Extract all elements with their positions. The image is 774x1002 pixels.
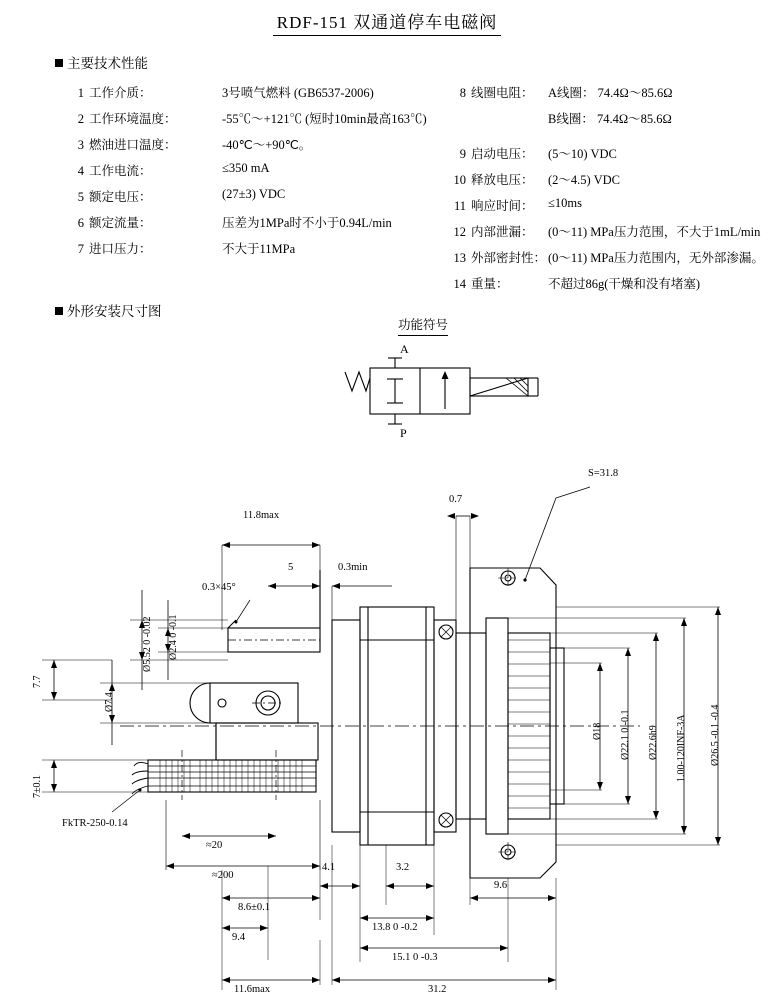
- dim-chamfer: 0.3×45°: [202, 582, 236, 593]
- dim-5: 5: [288, 562, 294, 573]
- dim-7-7: 7.7: [32, 675, 43, 688]
- spec-number: 13: [453, 251, 466, 265]
- spec-number: 5: [77, 190, 84, 204]
- spec-value-8b: B线圈： 74.4Ω～85.6Ω: [548, 112, 672, 126]
- spec-value-14: 不超过86g(干燥和没有堵塞): [548, 277, 701, 291]
- spec-value-2: -55℃～+121℃ (短时10min最高163℃): [222, 112, 427, 126]
- dim-9-6: 9.6: [494, 880, 508, 891]
- dim-0-3min: 0.3min: [338, 562, 368, 573]
- spec-label: 内部泄漏：: [471, 225, 534, 239]
- spec-value-12: (0～11) MPa压力范围，不大于1mL/min: [548, 225, 761, 239]
- dim-7-pm-0-1: 7±0.1: [32, 775, 43, 798]
- spec-number: 7: [77, 242, 84, 256]
- spec-value-7: 不大于11MPa: [222, 242, 296, 256]
- spec-number: 6: [77, 216, 84, 230]
- symbol-section-header: 功能符号: [398, 315, 448, 336]
- spec-value-9: (5～10) VDC: [548, 147, 617, 161]
- dim-dia-22-6h9: Ø22.6h9: [648, 725, 659, 760]
- spec-value-5: (27±3) VDC: [222, 187, 286, 201]
- dim-8-6: 8.6±0.1: [238, 902, 271, 913]
- dim-wire-spec: FkTR-250-0.14: [62, 818, 128, 829]
- spec-number: 11: [453, 199, 466, 213]
- spec-label: 启动电压：: [471, 147, 534, 161]
- dim-dia-18: Ø18: [592, 722, 603, 740]
- spec-number: 3: [77, 138, 84, 152]
- dim-13-8: 13.8 0 -0.2: [372, 922, 418, 933]
- spec-label: 外部密封性：: [471, 251, 547, 265]
- spec-label: 进口压力：: [89, 242, 152, 256]
- spec-number: 9: [459, 147, 466, 161]
- spec-value-10: (2～4.5) VDC: [548, 173, 620, 187]
- page-title-text: RDF-151 双通道停车电磁阀: [273, 8, 501, 36]
- dim-31-2: 31.2: [428, 984, 447, 995]
- dim-approx-20: ≈20: [206, 840, 223, 851]
- dim-dia-26-5: Ø26.5 -0.1 -0.4: [710, 704, 721, 766]
- spec-number: 2: [77, 112, 84, 126]
- spec-value-4: ≤350 mA: [222, 161, 270, 175]
- specs-header-text: 主要技术性能: [67, 56, 148, 71]
- spec-number: 4: [77, 164, 84, 178]
- spec-label: 工作介质：: [89, 86, 152, 100]
- spec-number: 10: [453, 173, 466, 187]
- dim-s-value: S=31.8: [588, 468, 619, 479]
- symbol-port-a-label: A: [400, 342, 409, 356]
- spec-label: 释放电压：: [471, 173, 534, 187]
- dim-approx-200: ≈200: [212, 870, 234, 881]
- spec-number: 8: [459, 86, 466, 100]
- symbol-port-p-label: P: [400, 426, 407, 440]
- dim-3-2: 3.2: [396, 862, 410, 873]
- dim-15-1: 15.1 0 -0.3: [392, 952, 438, 963]
- spec-value-6: 压差为1MPa时不小于0.94L/min: [222, 216, 392, 230]
- spec-label: 重量：: [471, 277, 509, 291]
- dim-11-6max: 11.6max: [234, 984, 271, 995]
- dim-9-4: 9.4: [232, 932, 246, 943]
- dim-dia-7-4: Ø7.4: [104, 692, 115, 712]
- spec-label: 额定流量：: [89, 216, 152, 230]
- spec-value-11: ≤10ms: [548, 196, 582, 210]
- spec-label: 线圈电阻：: [471, 86, 534, 100]
- spec-label: 响应时间：: [471, 199, 534, 213]
- dim-dia-22-1: Ø22.1 0 -0.1: [620, 709, 631, 760]
- dim-dia-5-52: Ø5.52 0 -0.02: [142, 616, 153, 672]
- dim-dia-2-4: Ø2.4 0 -0.1: [168, 614, 179, 660]
- spec-number: 12: [453, 225, 466, 239]
- spec-label: 工作环境温度：: [89, 112, 177, 126]
- dims-header-text: 外形安装尺寸图: [67, 304, 162, 319]
- dim-thread: 1.00-120INF-3A: [676, 714, 687, 782]
- spec-number: 1: [77, 86, 84, 100]
- spec-number: 14: [453, 277, 466, 291]
- spec-value-8a: A线圈： 74.4Ω～85.6Ω: [548, 86, 673, 100]
- spec-value-3: -40℃～+90℃。: [222, 138, 312, 152]
- spec-value-13: (0～11) MPa压力范围内，无外部渗漏。: [548, 251, 764, 265]
- dim-11-8max: 11.8max: [243, 510, 280, 521]
- spec-value-1: 3号喷气燃料 (GB6537-2006): [222, 86, 374, 100]
- dim-4-1: 4.1: [322, 862, 336, 873]
- spec-label: 工作电流：: [89, 164, 152, 178]
- spec-label: 额定电压：: [89, 190, 152, 204]
- dim-0-7: 0.7: [449, 494, 463, 505]
- spec-label: 燃油进口温度：: [89, 138, 177, 152]
